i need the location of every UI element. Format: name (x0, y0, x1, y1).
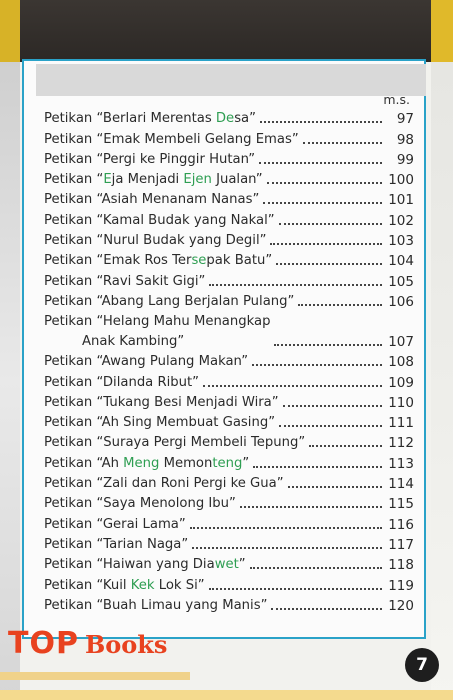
highlighted-syllable: Ejen (183, 172, 212, 188)
toc-entry-page: 104 (388, 253, 414, 270)
toc-entry-page: 100 (388, 172, 414, 189)
left-yellow-stripe (0, 0, 20, 62)
title-text: Petikan “Haiwan yang Dia (44, 557, 215, 573)
dot-leader (276, 263, 382, 265)
highlighted-syllable: Kek (130, 577, 155, 593)
toc-entry (44, 231, 414, 251)
dot-leader (274, 344, 382, 346)
dot-leader (279, 425, 382, 427)
dot-leader (267, 182, 382, 184)
dot-leader (270, 243, 382, 245)
dot-leader (279, 223, 382, 225)
dot-leader (192, 547, 382, 549)
title-text: Petikan “Kamal Budak yang Nakal” (44, 212, 275, 228)
dot-leader (263, 202, 382, 204)
toc-entry-title (44, 292, 294, 312)
toc-entry-page: 120 (388, 597, 414, 614)
toc-entry-title-line (44, 172, 263, 187)
toc-entry-page: 99 (396, 151, 414, 168)
toc-entry-title-line (44, 192, 259, 207)
title-text: Petikan “Tarian Naga” (44, 536, 189, 552)
toc-entry-title-line (44, 435, 305, 450)
title-text: Petikan “Berlari Merentas (44, 111, 216, 127)
toc-entry (44, 251, 414, 271)
title-text: Petikan “Helang Mahu Menangkap (44, 313, 271, 329)
dot-leader (271, 608, 382, 610)
toc-entry (44, 271, 414, 291)
title-text: ” (242, 455, 250, 471)
toc-entry-title (44, 474, 284, 494)
toc-entry-title-line (44, 557, 246, 572)
toc-entry-title (44, 393, 279, 413)
right-yellow-stripe (431, 0, 453, 62)
title-text: Petikan “Emak Membeli Gelang Emas” (44, 131, 299, 147)
toc-entry-title-line (44, 578, 205, 593)
toc-entry-title-line (44, 415, 275, 430)
toc-entry-title (44, 596, 267, 616)
toc-entry (44, 514, 414, 534)
title-text: Petikan “Saya Menolong Ibu” (44, 496, 236, 512)
toc-entry-title (44, 454, 249, 474)
title-text: Petikan “Kuil (44, 577, 131, 593)
title-text: Petikan “Buah Limau yang Manis” (44, 597, 268, 613)
dot-leader (283, 405, 382, 407)
topbooks-watermark (0, 620, 200, 690)
toc-entry (44, 210, 414, 230)
toc-entry-title (44, 373, 199, 393)
title-text: Petikan “Tukang Besi Menjadi Wira” (44, 394, 279, 410)
toc-entry (44, 190, 414, 210)
toc-entry-page: 109 (388, 374, 414, 391)
dot-leader (203, 385, 382, 387)
toc-entry-title (44, 555, 246, 575)
toc-entry-page: 106 (388, 293, 414, 310)
toc-entry-page: 111 (388, 415, 414, 432)
dot-leader (303, 142, 382, 144)
toc-entry-page: 107 (388, 333, 414, 350)
highlighted-syllable: teng (212, 455, 243, 471)
toc-entry-page: 105 (388, 273, 414, 290)
toc-entry-title (44, 312, 270, 352)
toc-entry-page: 101 (388, 192, 414, 209)
toc-entry-title-line (44, 476, 284, 491)
toc-entry-title-line2: Anak Kambing” (82, 333, 185, 349)
toc-entry-title (44, 535, 188, 555)
toc-entry-title-line (44, 274, 205, 289)
dot-leader (298, 304, 382, 306)
toc-entry (44, 555, 414, 575)
toc-entry-title-line (44, 152, 255, 167)
toc-entry-title-line (44, 233, 266, 248)
toc-entry-page: 102 (388, 212, 414, 229)
toc-entry-title (44, 515, 186, 535)
toc-entry-title-line (44, 395, 279, 410)
toc-entry (44, 494, 414, 514)
table-of-contents-panel (22, 59, 426, 639)
toc-entry-page: 115 (388, 496, 414, 513)
toc-entry-page: 119 (388, 577, 414, 594)
toc-entry (44, 170, 414, 190)
toc-entry-page: 116 (388, 516, 414, 533)
page-column-label: m.s. (383, 92, 410, 107)
title-text: Memon (159, 455, 213, 471)
toc-entry (44, 413, 414, 433)
title-text: Lok Si” (154, 577, 205, 593)
toc-entry-title-line (44, 496, 236, 511)
title-text: sa” (234, 111, 256, 127)
page-left-edge (0, 62, 20, 700)
toc-entry-title-line (44, 354, 248, 369)
toc-entry-title-line (44, 598, 267, 613)
toc-entry (44, 393, 414, 413)
title-text: Petikan “Awang Pulang Makan” (44, 354, 249, 370)
toc-entry-page: 112 (388, 435, 414, 452)
toc-entry-title-line (44, 111, 256, 126)
toc-entry-title-line (44, 517, 186, 532)
toc-entry-page: 118 (388, 557, 414, 574)
top-dark-band (0, 0, 453, 62)
title-text: Petikan “Asiah Menanam Nanas” (44, 192, 260, 208)
toc-entry (44, 109, 414, 129)
toc-entry (44, 129, 414, 149)
title-text: Petikan “Dilanda Ribut” (44, 374, 200, 390)
toc-entry-title (44, 576, 205, 596)
title-text: pak Batu” (206, 253, 273, 269)
dot-leader (260, 121, 382, 123)
toc-entry-page: 117 (388, 536, 414, 553)
toc-entry-title (44, 109, 256, 129)
highlighted-syllable: De (215, 111, 235, 127)
title-text: Petikan “Ravi Sakit Gigi” (44, 273, 206, 289)
title-text: Petikan “Ah Sing Membuat Gasing” (44, 415, 276, 431)
dot-leader (209, 284, 382, 286)
toc-entry-title (44, 190, 259, 210)
toc-entry-title (44, 130, 299, 150)
toc-entry (44, 372, 414, 392)
title-text: Petikan “ (44, 172, 104, 188)
title-text: Petikan “Emak Ros Ter (44, 253, 192, 269)
toc-entry (44, 474, 414, 494)
toc-entry-title-line (44, 132, 299, 147)
dot-leader (252, 364, 382, 366)
toc-entry (44, 292, 414, 312)
dot-leader (190, 527, 382, 529)
title-text: ” (238, 557, 246, 573)
toc-entry-title-line (44, 253, 272, 268)
toc-entry-title-line (44, 213, 275, 228)
dot-leader (253, 466, 382, 468)
toc-entry (44, 453, 414, 473)
toc-entry-title (44, 251, 272, 271)
title-text: Petikan “Zali dan Roni Pergi ke Gua” (44, 476, 284, 492)
dot-leader (209, 588, 382, 590)
toc-entry-title (44, 352, 248, 372)
watermark-top-text: TOP (8, 626, 79, 661)
toc-entry-title-line (44, 314, 270, 329)
page-number-badge: 7 (405, 648, 439, 682)
title-text: Petikan “Abang Lang Berjalan Pulang” (44, 293, 295, 309)
title-text: Petikan “Suraya Pergi Membeli Tepung” (44, 435, 306, 451)
dot-leader (288, 486, 382, 488)
title-text: Petikan “Nurul Budak yang Degil” (44, 233, 267, 249)
toc-entry (44, 596, 414, 616)
toc-entry (44, 312, 414, 352)
toc-entry-title (44, 272, 205, 292)
page-right-edge (431, 62, 453, 700)
toc-entry-title (44, 413, 275, 433)
title-text: ja Menjadi (111, 172, 184, 188)
toc-entry-title-line (44, 294, 294, 309)
toc-entry-title (44, 231, 266, 251)
toc-entry-page: 114 (388, 476, 414, 493)
panel-header-bar (36, 64, 426, 96)
toc-entry (44, 535, 414, 555)
title-text: Jualan” (211, 172, 263, 188)
toc-entry-title-line (44, 537, 188, 552)
toc-entry-title (44, 433, 305, 453)
toc-entry-title-line (44, 456, 249, 471)
toc-entry-page: 103 (388, 233, 414, 250)
toc-entry-page: 113 (388, 455, 414, 472)
toc-entry-page: 97 (396, 111, 414, 128)
toc-entry-title-line (44, 375, 199, 390)
dot-leader (309, 445, 382, 447)
highlighted-syllable: se (191, 253, 207, 269)
toc-entry (44, 352, 414, 372)
watermark-books-text: Books (85, 630, 168, 659)
toc-entry (44, 575, 414, 595)
dot-leader (259, 162, 382, 164)
toc-list (44, 109, 414, 616)
toc-entry-title (44, 494, 236, 514)
watermark-bar (0, 672, 190, 680)
toc-entry-page: 110 (388, 394, 414, 411)
highlighted-syllable: wet (214, 557, 239, 573)
toc-entry-page: 98 (396, 131, 414, 148)
title-text: Petikan “Gerai Lama” (44, 516, 186, 532)
toc-entry (44, 150, 414, 170)
toc-entry-title (44, 150, 255, 170)
toc-entry-page: 108 (388, 354, 414, 371)
toc-entry (44, 433, 414, 453)
bottom-yellow-bar (0, 690, 453, 700)
highlighted-syllable: E (103, 172, 112, 188)
highlighted-syllable: Meng (123, 455, 160, 471)
title-text: Petikan “Ah (44, 455, 124, 471)
dot-leader (240, 506, 382, 508)
toc-entry-title (44, 211, 275, 231)
dot-leader (250, 567, 382, 569)
toc-entry-title (44, 170, 263, 190)
title-text: Petikan “Pergi ke Pinggir Hutan” (44, 151, 256, 167)
